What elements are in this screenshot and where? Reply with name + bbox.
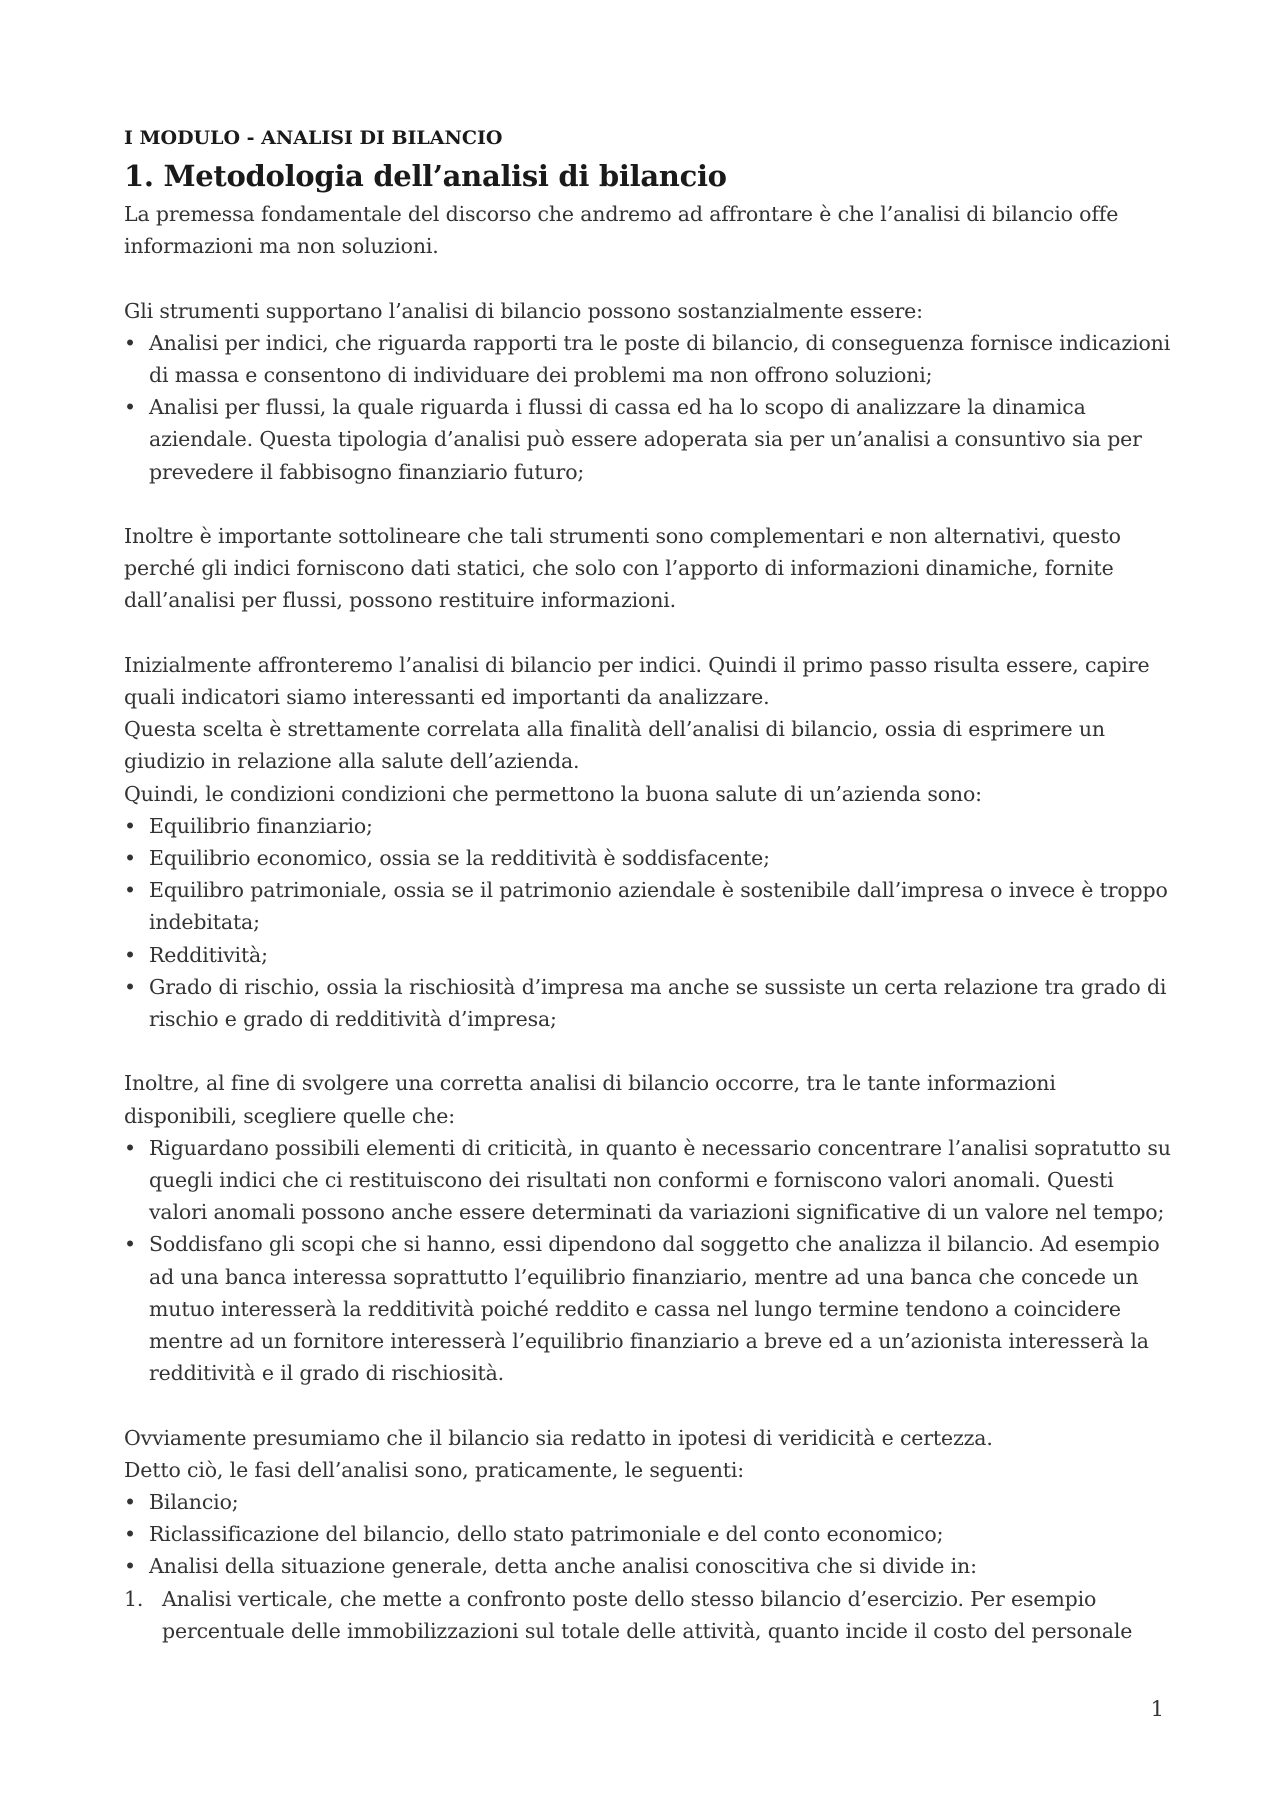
list-item: • Riclassificazione del bilancio, dello stato patrimoniale e del conto economico;: [124, 1518, 1174, 1550]
list-item: 1. Analisi verticale, che mette a confronto poste dello stesso bilancio d’esercizio. Per esempio percentuale delle immobilizzazioni sul totale delle attività, quanto incide il costo del personale: [124, 1586, 1133, 1643]
bullet-icon: •: [124, 813, 136, 838]
list-item: • Equilibrio economico, ossia se la redditività è soddisfacente;: [124, 842, 1174, 874]
bullet-icon: •: [124, 974, 136, 999]
indices-paragraph-2: Questa scelta è strettamente correlata alla finalità dell’analisi di bilancio, ossia di esprimere un giudizio in relazione alla salute dell’azienda.: [124, 717, 1105, 774]
module-title: I MODULO - ANALISI DI BILANCIO: [124, 127, 503, 149]
sub-phases-list: [124, 1583, 1174, 1647]
bullet-icon: •: [124, 1522, 136, 1547]
phases-list: [124, 1486, 1174, 1583]
bullet-icon: •: [124, 1232, 136, 1257]
list-item: • Analisi per indici, che riguarda rapporti tra le poste di bilancio, di conseguenza fornisce indicazioni di massa e consentono di individuare dei problemi ma non offrono soluzioni;: [124, 327, 1174, 391]
list-item: • Analisi per flussi, la quale riguarda i flussi di cassa ed ha lo scopo di analizzare la dinamica aziendale. Questa tipologia d’analisi può essere adoperata sia per un’analisi a consuntivo sia per prevedere il fabbisogno finanziario futuro;: [124, 391, 1174, 488]
conditions-list: [124, 810, 1174, 1035]
list-item: • Grado di rischio, ossia la rischiosità d’impresa ma anche se sussiste un certa relazione tra grado di rischio e grado di redditività d’impresa;: [124, 971, 1174, 1035]
indices-paragraph-1: Inizialmente affronteremo l’analisi di bilancio per indici. Quindi il primo passo risulta essere, capire quali indicatori siamo interessanti ed importanti da analizzare.: [124, 652, 1150, 709]
choose-list: [124, 1132, 1174, 1390]
bullet-icon: •: [124, 330, 136, 355]
bullet-icon: •: [124, 395, 136, 420]
tools-list: [124, 327, 1174, 488]
document-page: [124, 122, 1174, 1647]
complementary-paragraph: Inoltre è importante sottolineare che tali strumenti sono complementari e non alternativi, questo perché gli indici forniscono dati statici, che solo con l’apporto di informazioni dinamiche, fornite dall’analisi per flussi, possono restituire informazioni.: [124, 524, 1121, 613]
bullet-icon: •: [124, 878, 136, 903]
bullet-icon: •: [124, 846, 136, 871]
list-item: • Equilibro patrimoniale, ossia se il patrimonio aziendale è sostenibile dall’impresa o invece è troppo indebitata;: [124, 874, 1174, 938]
list-item: • Soddisfano gli scopi che si hanno, essi dipendono dal soggetto che analizza il bilancio. Ad esempio ad una banca interessa soprattutto l’equilibrio finanziario, mentre ad una banca che concede un mutuo interesserà la redditività poiché reddito e cassa nel lungo termine tendono a coincidere mentre ad un fornitore interesserà l’equilibrio finanziario a breve ed a un’azionista interesserà la redditività e il grado di rischiosità.: [124, 1228, 1174, 1389]
phases-paragraph-2: Detto ciò, le fasi dell’analisi sono, praticamente, le seguenti:: [124, 1457, 745, 1482]
list-item: • Riguardano possibili elementi di criticità, in quanto è necessario concentrare l’analisi sopratutto su quegli indici che ci restituiscono dei risultati non conformi e forniscono valori anomali. Questi valori anomali possono anche essere determinati da variazioni significative di un valore nel tempo;: [124, 1132, 1174, 1229]
phases-paragraph-1: Ovviamente presumiamo che il bilancio sia redatto in ipotesi di veridicità e certezza.: [124, 1425, 993, 1450]
list-item: • Redditività;: [124, 939, 1174, 971]
list-item: • Analisi della situazione generale, detta anche analisi conoscitiva che si divide in:: [124, 1550, 1174, 1582]
intro-paragraph: La premessa fondamentale del discorso che andremo ad affrontare è che l’analisi di bilancio offe informazioni ma non soluzioni.: [124, 202, 1119, 259]
indices-paragraph-3: Quindi, le condizioni condizioni che permettono la buona salute di un’azienda sono:: [124, 781, 982, 806]
section-title: 1. Metodologia dell’analisi di bilancio: [124, 159, 727, 193]
list-item: • Equilibrio finanziario;: [124, 810, 1174, 842]
page-number: 1: [1150, 1697, 1164, 1721]
choose-intro-paragraph: Inoltre, al fine di svolgere una corretta analisi di bilancio occorre, tra le tante informazioni disponibili, scegliere quelle che:: [124, 1071, 1056, 1128]
bullet-icon: •: [124, 1554, 136, 1579]
bullet-icon: •: [124, 1490, 136, 1515]
bullet-icon: •: [124, 1135, 136, 1160]
bullet-icon: •: [124, 942, 136, 967]
list-item: • Bilancio;: [124, 1486, 1174, 1518]
tools-intro-paragraph: Gli strumenti supportano l’analisi di bilancio possono sostanzialmente essere:: [124, 298, 923, 323]
